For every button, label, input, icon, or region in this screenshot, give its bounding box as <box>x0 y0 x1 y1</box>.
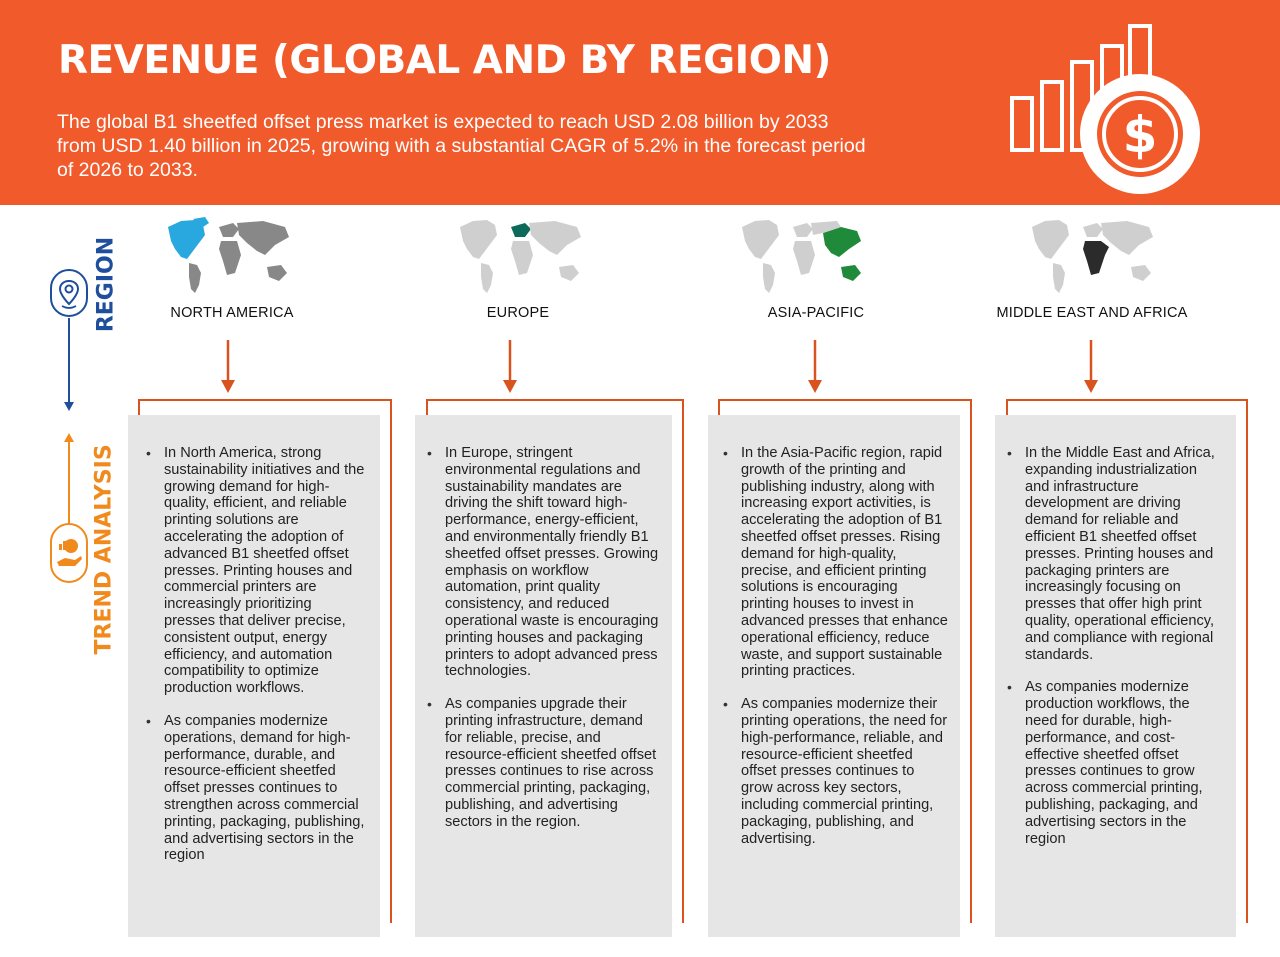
world-map-north-america-icon <box>163 215 293 295</box>
region-card-middle-east-africa <box>995 415 1236 937</box>
list-item: • In North America, strong sustainability initiatives and the growing demand for high-quality, efficient, and reliable printing solutions are accelerating the adoption of advanced B1 sheetfed offset presses. Printing houses and commercial printers are increasingly prioritizing presses that deliver precise, consistent output, energy efficiency, and automation compatibility to optimize production workflows. <box>146 445 366 697</box>
down-arrow-icon <box>500 340 520 395</box>
region-name-middle-east-africa: MIDDLE EAST AND AFRICA <box>996 305 1188 321</box>
region-name-europe: EUROPE <box>486 305 550 321</box>
region-card-north-america <box>128 415 380 937</box>
list-item: • As companies modernize production workflows, the need for durable, high-performance, and cost-effective sheetfed offset presses continues to grow across commercial printing, publishing, packaging, and advertising sectors in the region <box>1007 679 1224 847</box>
hand-holding-chart-icon <box>49 522 89 584</box>
revenue-growth-dollar-icon <box>1000 14 1215 200</box>
region-name-asia-pacific: ASIA-PACIFIC <box>767 305 865 321</box>
region-card-europe <box>415 415 672 937</box>
list-item: • As companies modernize operations, demand for high-performance, durable, and resource-efficient sheetfed offset presses continues to strengthen across commercial printing, packaging, publishing, and advertising sectors in the region <box>146 713 366 864</box>
list-item: • As companies upgrade their printing infrastructure, demand for reliable, precise, and resource-efficient sheetfed offset presses continues to rise across commercial printing, packaging, publishing, and advertising sectors in the region. <box>427 696 660 830</box>
region-label: REGION <box>93 236 119 333</box>
world-map-middle-east-africa-icon <box>1027 215 1157 295</box>
list-item: • As companies modernize their printing operations, the need for high-performance, reliable, and resource-efficient sheetfed offset presses continues to grow across key sectors, including commercial printing, packaging, publishing, and advertising. <box>723 696 948 847</box>
down-arrow-icon <box>805 340 825 395</box>
region-rail-line <box>68 318 70 402</box>
svg-text:$: $ <box>1122 106 1158 164</box>
world-map-europe-icon <box>455 215 585 295</box>
page-subtitle: The global B1 sheetfed offset press market is expected to reach USD 2.08 billion by 2033 from USD 1.40 billion in 2025, growing with a substantial CAGR of 5.2% in the forecast period of 2026 to 2033. <box>57 111 866 181</box>
region-name-north-america: NORTH AMERICA <box>170 305 294 321</box>
rail-down-arrow-icon <box>63 400 75 412</box>
list-item: • In the Middle East and Africa, expanding industrialization and infrastructure development are driving demand for reliable and efficient B1 sheetfed offset presses. Printing houses and packaging printers are increasingly focusing on presses that offer high print quality, operational efficiency, and compliance with regional standards. <box>1007 445 1224 663</box>
trend-rail-line <box>68 442 70 524</box>
location-pin-icon <box>49 268 89 318</box>
down-arrow-icon <box>1081 340 1101 395</box>
region-card-asia-pacific <box>708 415 960 937</box>
page-title: REVENUE (GLOBAL AND BY REGION) <box>58 38 831 83</box>
trend-analysis-label: TREND ANALYSIS <box>91 444 117 655</box>
header-banner <box>0 0 1280 205</box>
list-item: • In the Asia-Pacific region, rapid growth of the printing and publishing industry, along with increasing export activities, is accelerating the adoption of B1 sheetfed offset presses. Rising demand for high-quality, precise, and efficient printing solutions is encouraging printing houses to invest in advanced presses that enhance operational efficiency, reduce waste, and support sustainable printing practices. <box>723 445 948 680</box>
down-arrow-icon <box>218 340 238 395</box>
list-item: • In Europe, stringent environmental regulations and sustainability mandates are driving the shift toward high-performance, energy-efficient, and environmentally friendly B1 sheetfed offset presses. Growing emphasis on workflow automation, print quality consistency, and reduced operational waste is encouraging printing houses and packaging printers to adopt advanced press technologies. <box>427 445 660 680</box>
world-map-asia-pacific-icon <box>737 215 867 295</box>
